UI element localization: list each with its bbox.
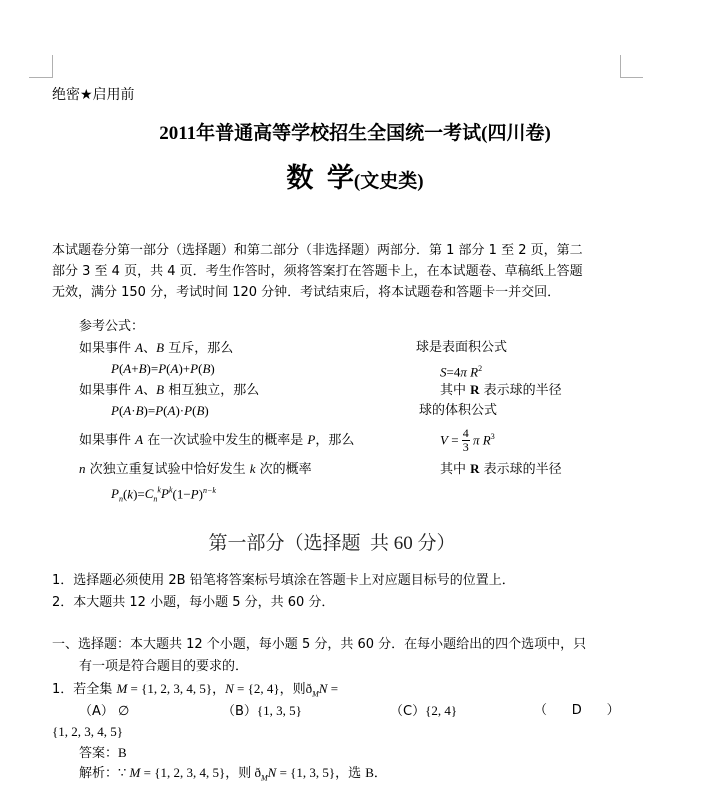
option-b: （B）{1, 3, 5} <box>222 703 302 719</box>
subject-sub: (文史类) <box>353 171 424 192</box>
sphere-area-formula: S=4π $R^2$ <box>440 364 483 380</box>
question-number: 1． <box>52 682 74 697</box>
subject-title <box>0 156 710 195</box>
intro-line-3: 无效，满分 150 分，考试时间 120 分钟．考试结束后，将本试题卷和答题卡一并交回． <box>52 285 561 300</box>
sphere-volume-heading: 球的体积公式 <box>419 403 498 418</box>
section1-line-2: 有一项是符合题目的要求的． <box>79 659 249 674</box>
answer-label: 答案： <box>79 746 119 761</box>
formula-independent: P(A·B)=P(A)·P(B) <box>111 403 209 418</box>
intro-line-1: 本试题卷分第一部分（选择题）和第二部分（非选择题）两部分．第 1 部分 1 至 2 页，第二 <box>52 243 583 258</box>
question-stem-prefix: 若全集 <box>73 682 113 697</box>
analysis-line: 解析：∵ M = {1, 2, 3, 4, 5}，则 $ð_MN = \{1$, 3, 5}，选 B． <box>79 765 387 783</box>
formulas-heading: 参考公式： <box>79 319 145 334</box>
margin-corner-left-h <box>29 77 53 78</box>
sphere-area-heading: 球是表面积公式 <box>416 340 508 355</box>
part1-note-1: 1．选择题必须使用 2B 铅笔将答案标号填涂在答题卡上对应题目标号的位置上． <box>52 573 515 588</box>
formula-text-mutex: 如果事件 A、B 互斥，那么 <box>79 340 234 356</box>
subject-main: 数 学 <box>286 163 354 193</box>
option-d-label: （ D ） <box>534 703 620 718</box>
section1-line-1: 一、选择题：本大题共 12 个小题，每小题 5 分，共 60 分．在每小题给出的四个选项中，只 <box>52 637 587 652</box>
intro-line-2: 部分 3 至 4 页，共 4 页．考生作答时，须将答案打在答题卡上，在本试题卷、草稿纸上答题 <box>52 264 583 279</box>
sphere-volume-formula: V = $\frac{4}{3}$ π $R^3$ <box>440 426 495 455</box>
sphere-area-note: 其中 R 表示球的半径 <box>440 382 562 398</box>
answer-value: B <box>118 745 127 760</box>
question-1-stem: 1．若全集 M = {1, 2, 3, 4, 5}，N = {2, 4}，则$ð_MN$ = <box>52 681 339 699</box>
analysis-label: 解析： <box>79 766 119 781</box>
part1-heading: 第一部分（选择题 共 60 分） <box>208 533 456 554</box>
formula-text-independent: 如果事件 A、B 相互独立，那么 <box>79 382 260 398</box>
option-a: （A） ∅ <box>79 703 130 719</box>
formula-text-binomial: n 次独立重复试验中恰好发生 k 次的概率 <box>79 461 312 477</box>
part1-note-2: 2．本大题共 12 小题，每小题 5 分，共 60 分． <box>52 595 335 610</box>
margin-corner-left-v <box>52 55 53 78</box>
confidential-label: 绝密★启用前 <box>52 87 135 103</box>
formula-mutex: P(A+B)=P(A)+P(B) <box>111 361 215 376</box>
option-d-value: {1, 2, 3, 4, 5} <box>52 724 123 739</box>
exam-title: 2011年普通高等学校招生全国统一考试(四川卷) <box>159 123 551 144</box>
margin-corner-right-v <box>620 55 621 78</box>
option-c: （C）{2, 4} <box>390 703 458 719</box>
sphere-volume-note: 其中 R 表示球的半径 <box>440 461 562 477</box>
formula-text-probability: 如果事件 A 在一次试验中发生的概率是 P，那么 <box>79 432 355 448</box>
formula-binomial: $P_n(k)=C_n^kP^k(1-P)^{n-k}$ <box>111 486 216 504</box>
margin-corner-right-h <box>620 77 643 78</box>
